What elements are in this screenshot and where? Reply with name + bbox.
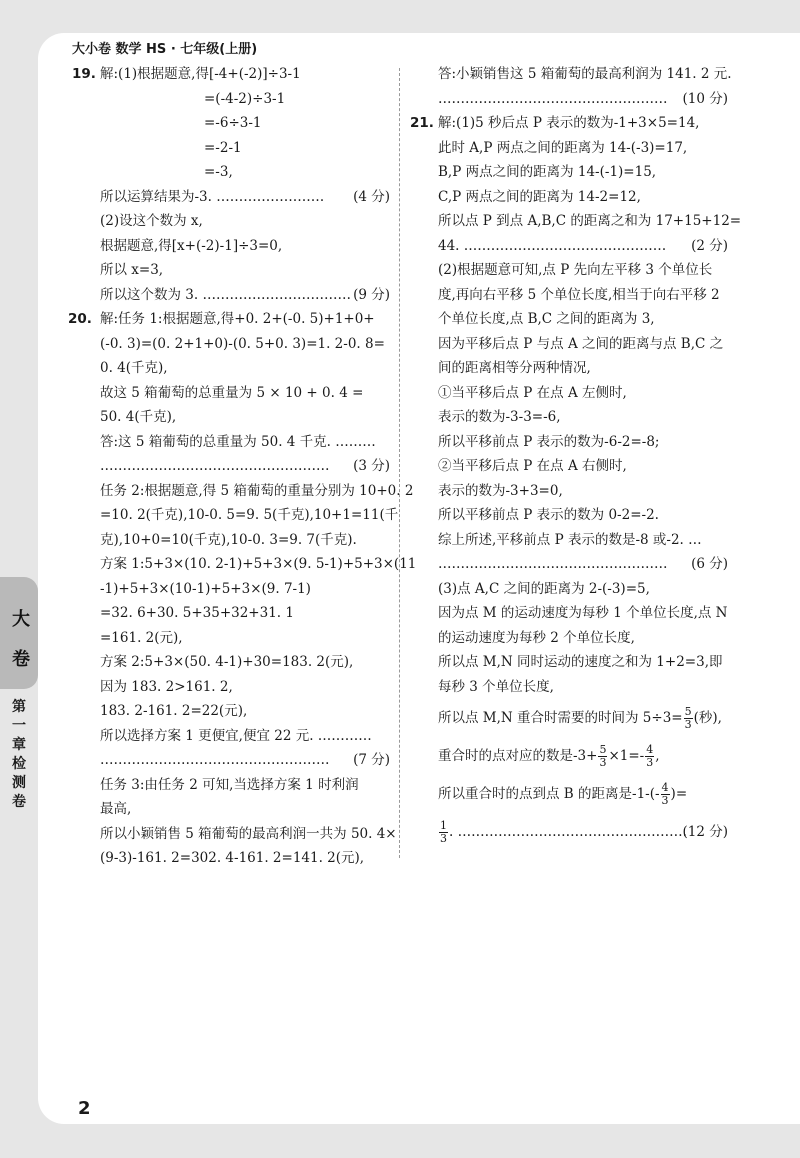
- answer-line: 答:这 5 箱葡萄的总重量为 50. 4 千克. ………: [100, 433, 376, 450]
- answer-line: 克),10+0=10(千克),10-0. 3=9. 7(千克).: [100, 531, 357, 548]
- answer-line: (3)点 A,C 之间的距离为 2-(-3)=5,: [438, 580, 650, 597]
- score-label: (6 分): [691, 556, 728, 572]
- answer-line: 所以点 M,N 同时运动的速度之和为 1+2=3,即: [438, 654, 723, 670]
- answer-line: 每秒 3 个单位长度,: [438, 678, 554, 695]
- answer-line: 所以平移前点 P 表示的数为-6-2=-8;: [438, 433, 660, 450]
- answer-line: B,P 两点之间的距离为 14-(-1)=15,: [438, 164, 657, 180]
- answer-line: 所以这个数为 3. …………………………… (9 分): [72, 283, 390, 308]
- answer-line: …………………………………………… (10 分): [410, 87, 728, 112]
- answer-line: 所以点 M,N 重合时需要的时间为 5÷3= $\frac{5}{3}$ (秒),: [438, 705, 722, 731]
- answer-line: =10. 2(千克),10-0. 5=9. 5(千克),10+1=11(千: [100, 507, 399, 523]
- answer-line: 最高,: [100, 801, 132, 817]
- score-label: (12 分): [682, 824, 728, 840]
- q19-line: 19. 解:(1)根据题意,得[-4+(-2)]÷3-1: [72, 62, 390, 87]
- side-tab-label: 大 卷: [12, 609, 30, 670]
- answer-line: …………………………………………… (7 分): [72, 748, 390, 773]
- answer-line: 所以平移前点 P 表示的数为 0-2=-2.: [438, 507, 659, 523]
- answer-line: 任务 3:由任务 2 可知,当选择方案 1 时利润: [100, 776, 359, 793]
- score-label: (2 分): [691, 237, 728, 254]
- answer-line: 根据题意,得[x+(-2)-1]÷3=0,: [100, 237, 283, 254]
- answer-line: 方案 1:5+3×(10. 2-1)+5+3×(9. 5-1)+5+3×(11: [100, 556, 417, 572]
- answer-line: 所以 x=3,: [100, 262, 164, 278]
- q20-line: 20. 解:任务 1:根据题意,得+0. 2+(-0. 5)+1+0+: [68, 307, 390, 332]
- header-title: 大小卷 数学 HS · 七年级(上册): [72, 42, 258, 57]
- answer-line: =(-4-2)÷3-1: [204, 90, 286, 107]
- question-number: 21.: [410, 115, 434, 131]
- answer-line: …………………………………………… (6 分): [410, 552, 728, 577]
- fraction: $\frac{5}{3}$: [599, 743, 607, 769]
- answer-line: 间的距离相等分两种情况,: [438, 360, 591, 376]
- chapter-label: 第 一 章 检 测 卷: [12, 699, 26, 810]
- answer-line: (2)根据题意可知,点 P 先向左平移 3 个单位长: [438, 262, 713, 278]
- answer-line: =32. 6+30. 5+35+32+31. 1: [100, 605, 294, 621]
- score-label: (9 分): [353, 286, 390, 303]
- score-label: (7 分): [353, 752, 390, 768]
- score-label: (3 分): [353, 458, 390, 474]
- answer-line: ①当平移后点 P 在点 A 左侧时,: [438, 384, 627, 401]
- answer-line: 因为 183. 2>161. 2,: [100, 678, 233, 695]
- page-number: 2: [78, 1098, 91, 1119]
- score-label: (10 分): [682, 90, 728, 107]
- answer-line: …………………………………………… (3 分): [72, 454, 390, 479]
- answer-line: 所以选择方案 1 更便宜,便宜 22 元. …………: [100, 727, 372, 744]
- answer-line: 的运动速度为每秒 2 个单位长度,: [438, 629, 635, 646]
- fraction: $\frac{4}{3}$: [661, 781, 669, 807]
- answer-line: -1)+5+3×(10-1)+5+3×(9. 7-1): [100, 580, 311, 597]
- answer-line: 表示的数为-3+3=0,: [438, 482, 563, 499]
- left-column: [68, 62, 417, 871]
- answer-line: 所以小颖销售 5 箱葡萄的最高利润一共为 50. 4×: [100, 825, 397, 842]
- answer-line: 重合时的点对应的数是-3+ $\frac{5}{3}$ ×1=- $\frac{4}{3}$ ,: [438, 743, 660, 769]
- answer-line: 故这 5 箱葡萄的总重量为 5 × 10 + 0. 4 =: [100, 384, 364, 401]
- answer-line: (9-3)-161. 2=302. 4-161. 2=141. 2(元),: [100, 850, 365, 866]
- column-divider: [399, 68, 400, 858]
- answer-line: 综上所述,平移前点 P 表示的数是-8 或-2. …: [438, 531, 702, 548]
- answer-line: 因为点 M 的运动速度为每秒 1 个单位长度,点 N: [438, 605, 728, 621]
- answer-line: 0. 4(千克),: [100, 360, 168, 376]
- answer-line: 表示的数为-3-3=-6,: [438, 409, 561, 425]
- answer-line: 50. 4(千克),: [100, 409, 177, 425]
- answer-line: 答:小颖销售这 5 箱葡萄的最高利润为 141. 2 元.: [438, 66, 732, 82]
- answer-line: (-0. 3)=(0. 2+1+0)-(0. 5+0. 3)=1. 2-0. 8=: [100, 335, 385, 352]
- fraction: $\frac{1}{3}$: [440, 819, 447, 845]
- answer-line: 此时 A,P 两点之间的距离为 14-(-3)=17,: [438, 139, 688, 156]
- answer-line: =-6÷3-1: [204, 115, 262, 131]
- answer-line: 任务 2:根据题意,得 5 箱葡萄的重量分别为 10+0. 2: [100, 482, 414, 499]
- right-column: [410, 62, 742, 851]
- answer-line: (2)设这个数为 x,: [100, 213, 203, 229]
- answer-line: 因为平移后点 P 与点 A 之间的距离与点 B,C 之: [438, 335, 724, 352]
- q21-line: 21. 解:(1)5 秒后点 P 表示的数为-1+3×5=14,: [410, 111, 728, 136]
- score-label: (4 分): [353, 188, 390, 205]
- answer-line: =161. 2(元),: [100, 629, 183, 646]
- answer-line: 所以重合时的点到点 B 的距离是-1-(- $\frac{4}{3}$ )=: [438, 781, 688, 807]
- answer-line: =-3,: [204, 164, 233, 180]
- fraction: $\frac{4}{3}$: [646, 743, 654, 769]
- answer-line: 方案 2:5+3×(50. 4-1)+30=183. 2(元),: [100, 654, 354, 670]
- answer-line: 44. ……………………………………… (2 分): [410, 234, 728, 259]
- answer-line: C,P 两点之间的距离为 14-2=12,: [438, 188, 641, 205]
- question-number: 19.: [72, 66, 96, 82]
- answer-line: 183. 2-161. 2=22(元),: [100, 703, 248, 719]
- answer-line: =-2-1: [204, 139, 242, 156]
- fraction: $\frac{5}{3}$: [684, 705, 692, 731]
- question-number: 20.: [68, 311, 92, 327]
- answer-line: ②当平移后点 P 在点 A 右侧时,: [438, 458, 627, 474]
- answer-line: $\frac{1}{3}$ . …………………………………………… (12 分): [410, 813, 728, 851]
- answer-line: 所以运算结果为-3. …………………… (4 分): [72, 185, 390, 210]
- answer-line: 度,再向右平移 5 个单位长度,相当于向右平移 2: [438, 286, 720, 303]
- answer-line: 所以点 P 到点 A,B,C 的距离之和为 17+15+12=: [438, 213, 742, 229]
- answer-line: 个单位长度,点 B,C 之间的距离为 3,: [438, 311, 655, 327]
